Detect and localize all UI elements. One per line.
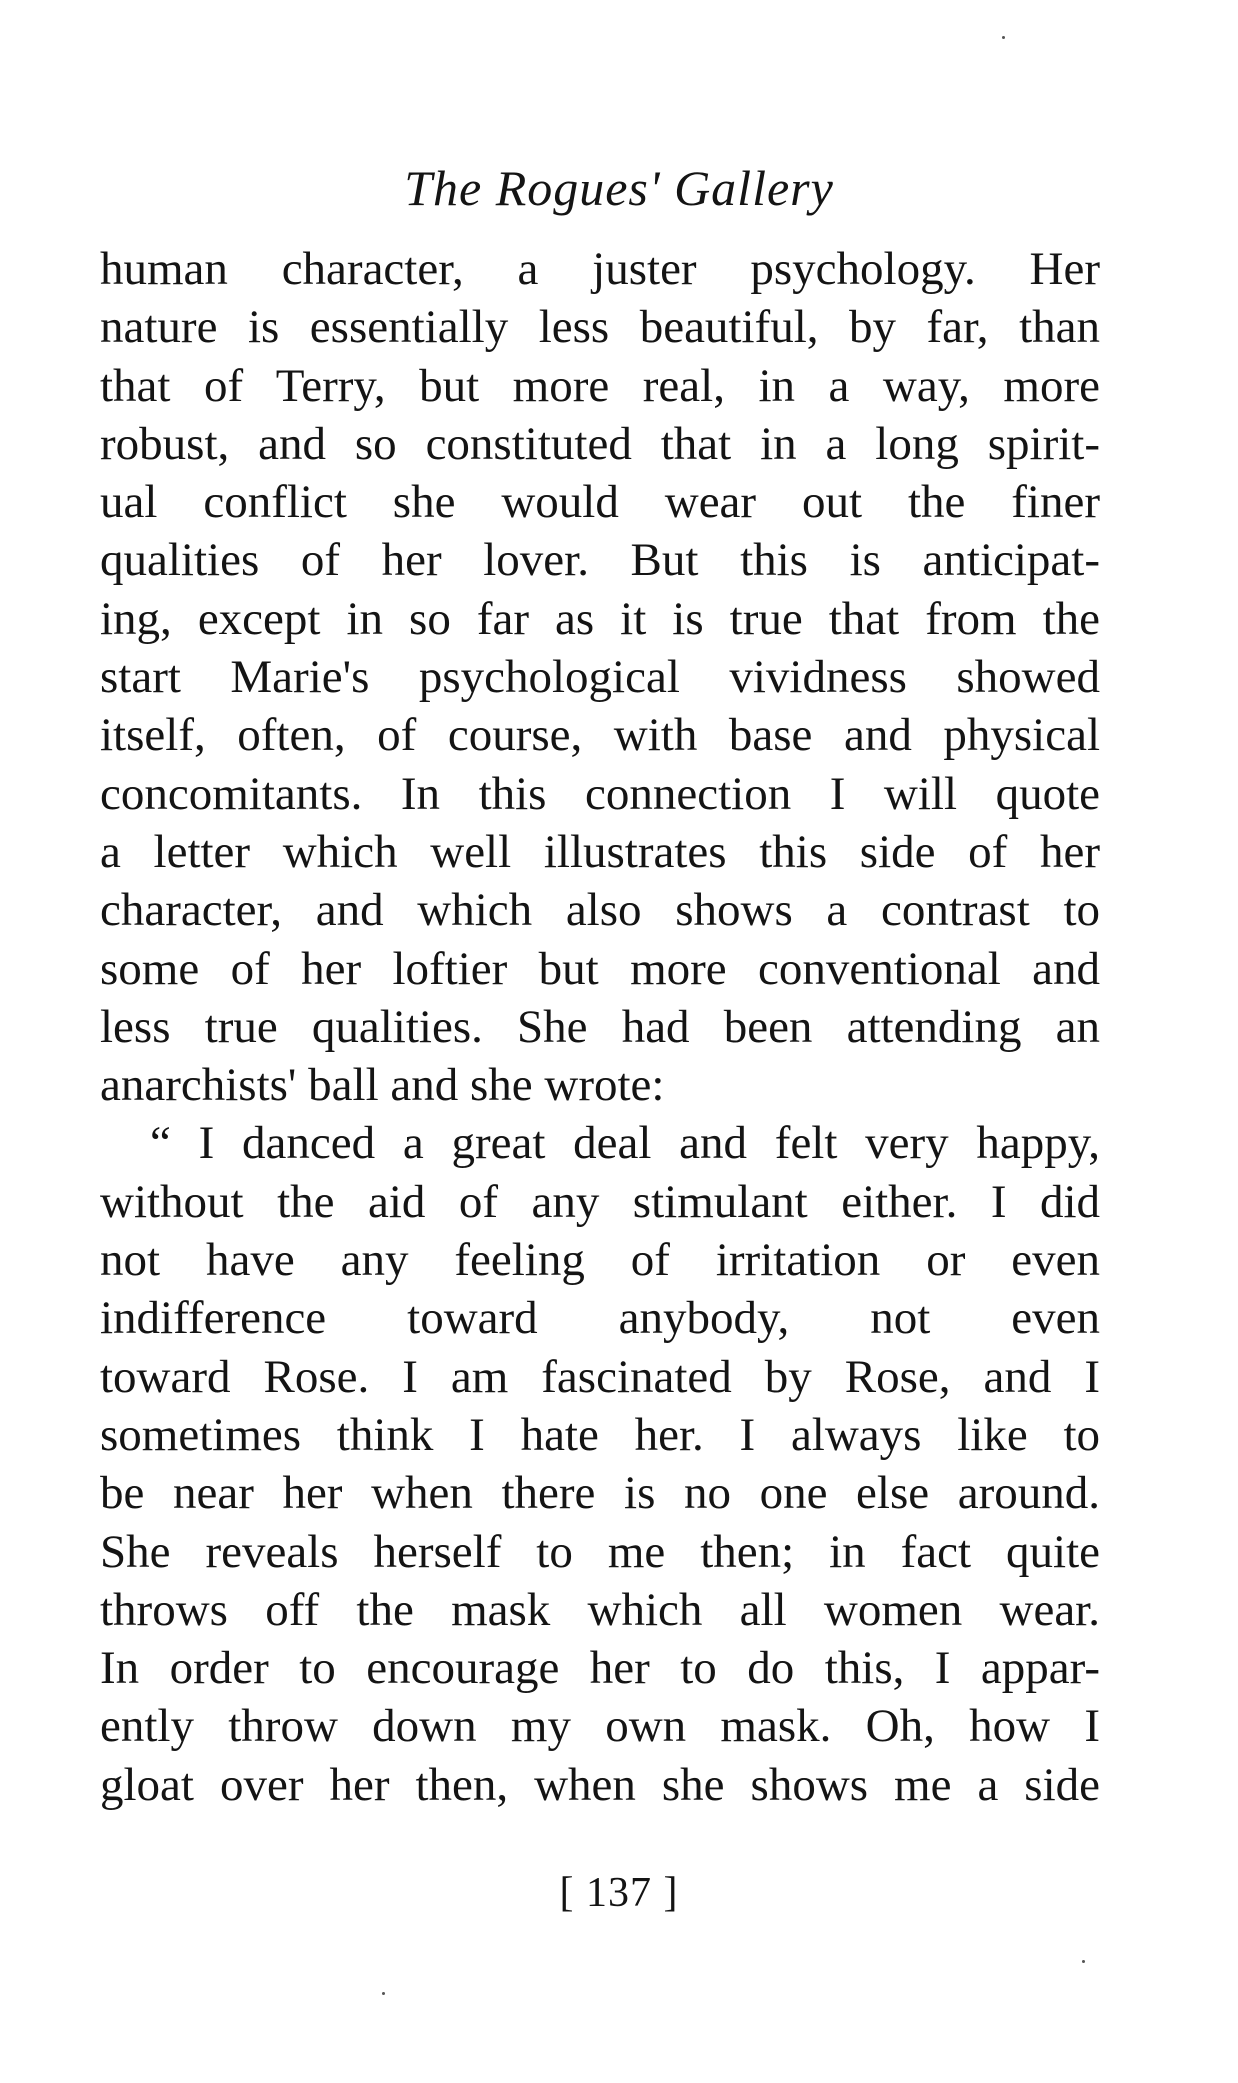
- text-line: itself, often, of course, with base and physical: [100, 709, 1100, 762]
- text-line: indifference toward anybody, not even: [100, 1292, 1100, 1345]
- text-line: not have any feeling of irritation or even: [100, 1234, 1100, 1287]
- scan-speck: [1002, 36, 1005, 39]
- text-line: sometimes think I hate her. I always like to: [100, 1408, 1100, 1461]
- text-line: less true qualities. She had been attending an: [100, 1000, 1100, 1053]
- text-line: toward Rose. I am fascinated by Rose, and I: [100, 1350, 1100, 1403]
- body-text: [100, 240, 1100, 1814]
- text-line: without the aid of any stimulant either. I did: [100, 1175, 1100, 1228]
- scan-speck: [382, 1992, 385, 1995]
- text-line: a letter which well illustrates this side of her: [100, 825, 1100, 878]
- text-line: qualities of her lover. But this is anticipat-: [100, 534, 1100, 587]
- text-line: nature is essentially less beautiful, by far, than: [100, 301, 1100, 354]
- text-line: ing, except in so far as it is true that from the: [100, 592, 1100, 645]
- text-line: some of her loftier but more conventional and: [100, 942, 1100, 995]
- text-line: concomitants. In this connection I will quote: [100, 767, 1100, 820]
- page-number: [ 137 ]: [559, 1870, 679, 1916]
- text-line: human character, a juster psychology. Her: [100, 243, 1100, 295]
- text-line: anarchists' ball and she wrote:: [100, 1059, 665, 1112]
- text-line: She reveals herself to me then; in fact quite: [100, 1525, 1100, 1578]
- text-line: that of Terry, but more real, in a way, more: [100, 359, 1100, 412]
- text-line: gloat over her then, when she shows me a side: [100, 1758, 1100, 1811]
- text-line: be near her when there is no one else around.: [100, 1467, 1100, 1520]
- text-line: start Marie's psychological vividness showed: [100, 651, 1100, 704]
- text-line: ently throw down my own mask. Oh, how I: [100, 1700, 1100, 1753]
- text-line: throws off the mask which all women wear.: [100, 1583, 1100, 1636]
- quote-start-line: “ I danced a great deal and felt very happy,: [150, 1117, 1100, 1170]
- text-line: character, and which also shows a contrast to: [100, 884, 1100, 937]
- text-line: In order to encourage her to do this, I appar-: [100, 1642, 1100, 1695]
- scan-speck: [1082, 1960, 1085, 1963]
- text-line: robust, and so constituted that in a long spirit-: [100, 417, 1100, 470]
- text-line: ual conflict she would wear out the finer: [100, 476, 1100, 529]
- running-head: The Rogues' Gallery: [404, 160, 834, 216]
